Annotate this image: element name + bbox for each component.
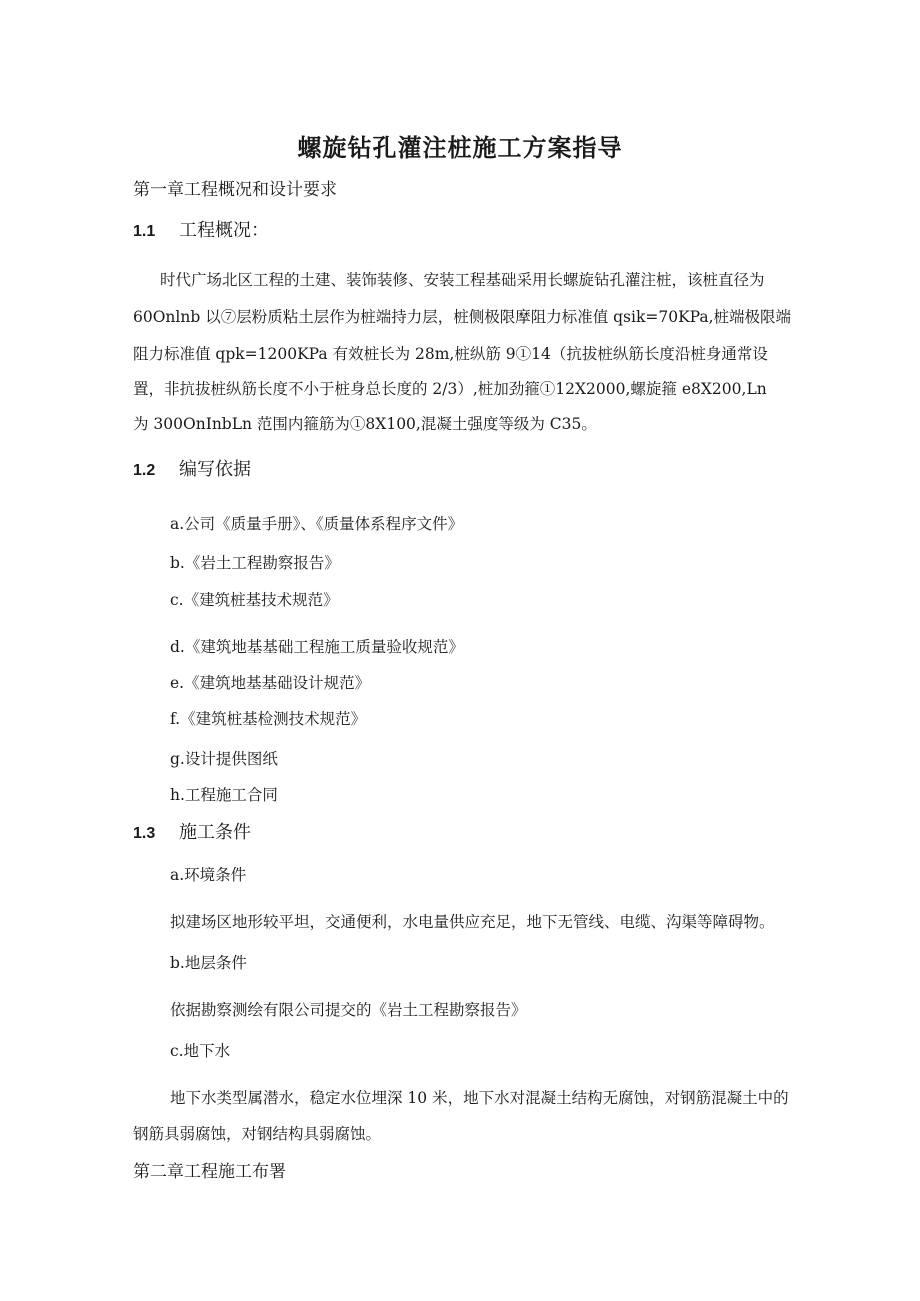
section-1-2-heading xyxy=(133,455,251,481)
overview-line-3: 阻力标准值 qpk=1200KPa 有效桩长为 28m,桩纵筋 9①14（抗拔桩纵筋长度沿桩身通常设 xyxy=(133,345,768,363)
overview-line-1: 时代广场北区工程的土建、装饰装修、安装工程基础采用长螺旋钻孔灌注桩，该桩直径为 xyxy=(160,271,765,289)
basis-item: f.《建筑桩基检测技术规范》 xyxy=(170,710,367,728)
basis-item: a.公司《质量手册》、《质量体系程序文件》 xyxy=(170,515,464,533)
document-title: 螺旋钻孔灌注桩施工方案指导 xyxy=(297,134,623,162)
section-number: 1.3 xyxy=(133,825,156,842)
chapter-2-heading: 第二章工程施工布署 xyxy=(133,1162,286,1182)
basis-item: d.《建筑地基基础工程施工质量验收规范》 xyxy=(170,638,464,656)
section-label: 施工条件 xyxy=(179,822,251,843)
condition-a-text: 拟建场区地形较平坦，交通便利，水电量供应充足，地下无管线、电缆、沟渠等障碍物。 xyxy=(170,913,775,931)
condition-c-line-1: 地下水类型属潜水，稳定水位埋深 10 米，地下水对混凝土结构无腐蚀，对钢筋混凝土中的 xyxy=(170,1089,789,1107)
condition-b-label: b.地层条件 xyxy=(170,954,247,972)
condition-a-label: a.环境条件 xyxy=(170,866,247,884)
section-1-3-heading xyxy=(133,818,251,844)
condition-c-label: c.地下水 xyxy=(170,1042,231,1060)
section-number: 1.2 xyxy=(133,462,156,479)
section-label: 编写依据 xyxy=(179,459,251,480)
overview-line-2: 60Onlnb 以⑦层粉质粘土层作为桩端持力层，桩侧极限摩阻力标准值 qsik=70KPa,桩端极限端 xyxy=(133,308,792,326)
overview-line-4: 置，非抗拔桩纵筋长度不小于桩身总长度的 2/3）,桩加劲箍①12X2000,螺旋箍 e8X200,Ln xyxy=(133,380,767,398)
chapter-1-heading: 第一章工程概况和设计要求 xyxy=(133,180,337,200)
section-1-1-heading xyxy=(133,216,269,242)
section-label: 工程概况： xyxy=(179,220,269,241)
basis-item: g.设计提供图纸 xyxy=(170,750,278,768)
basis-item: c.《建筑桩基技术规范》 xyxy=(170,591,339,609)
condition-c-line-2: 钢筋具弱腐蚀，对钢结构具弱腐蚀。 xyxy=(133,1125,382,1143)
condition-b-text: 依据勘察测绘有限公司提交的《岩土工程勘察报告》 xyxy=(170,1001,527,1019)
overview-line-5: 为 300OnInbLn 范围内箍筋为①8X100,混凝土强度等级为 C35。 xyxy=(133,415,597,433)
basis-item: b.《岩土工程勘察报告》 xyxy=(170,554,340,572)
basis-item: h.工程施工合同 xyxy=(170,786,278,804)
section-number: 1.1 xyxy=(133,223,156,240)
basis-item: e.《建筑地基基础设计规范》 xyxy=(170,674,371,692)
